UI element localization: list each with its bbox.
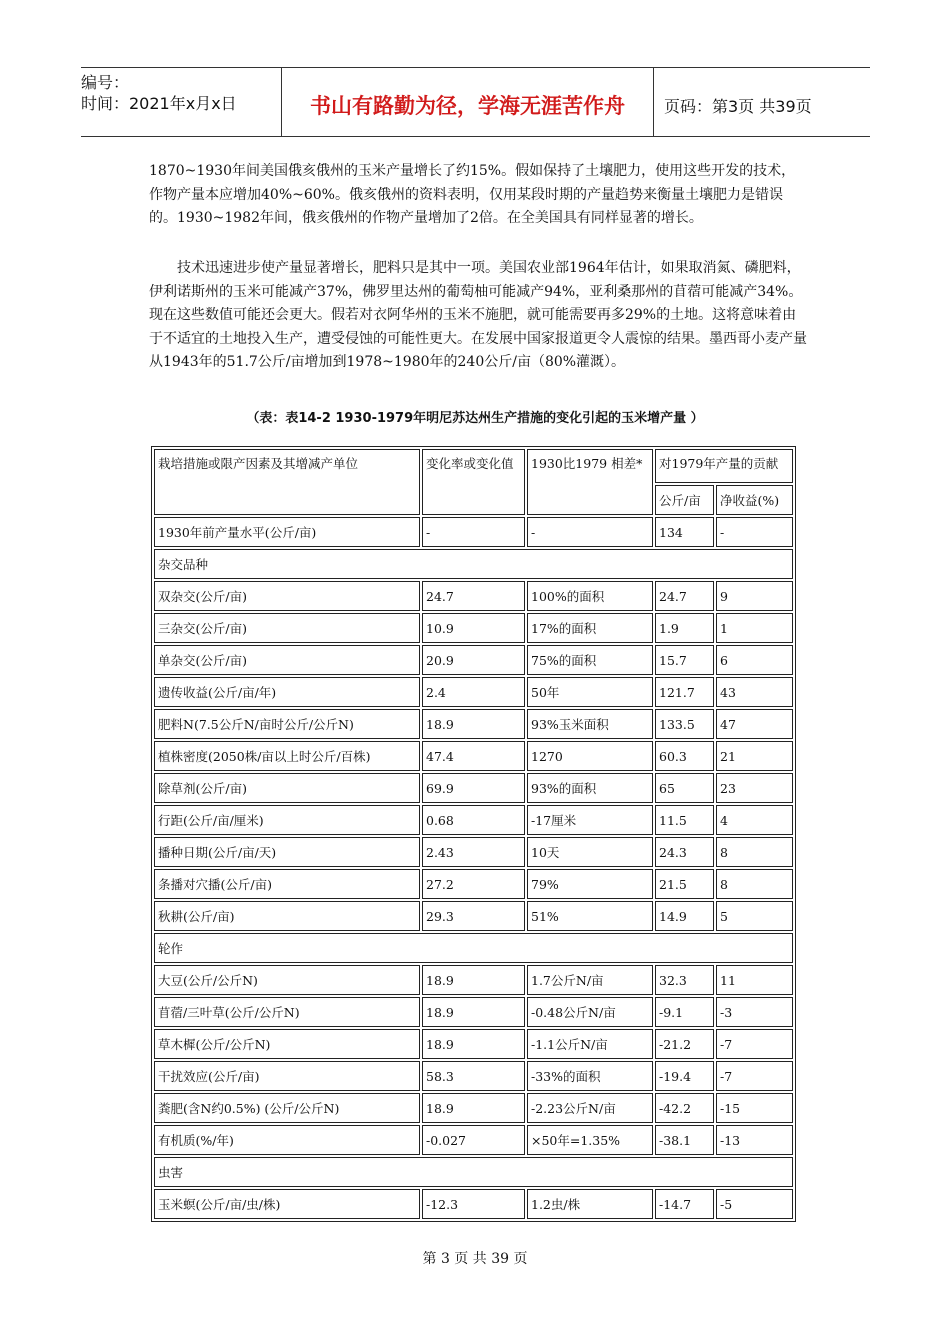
cell-measure: 肥料N(7.5公斤N/亩时公斤/公斤N) xyxy=(154,709,420,739)
cell-rate: 29.3 xyxy=(422,901,525,931)
cell-kg: 24.3 xyxy=(655,837,714,867)
cell-kg: -14.7 xyxy=(655,1189,714,1219)
cell-pct: 5 xyxy=(716,901,793,931)
cell-kg: 14.9 xyxy=(655,901,714,931)
cell-measure: 有机质(%/年) xyxy=(154,1125,420,1155)
cell-measure: 除草剂(公斤/亩) xyxy=(154,773,420,803)
cell-kg: 21.5 xyxy=(655,869,714,899)
table-row xyxy=(154,805,793,835)
cell-rate: 18.9 xyxy=(422,965,525,995)
cell-kg: -19.4 xyxy=(655,1061,714,1091)
cell-kg: -38.1 xyxy=(655,1125,714,1155)
cell-measure: 植株密度(2050株/亩以上时公斤/百株) xyxy=(154,741,420,771)
cell-measure: 1930年前产量水平(公斤/亩) xyxy=(154,517,420,547)
cell-diff: 93%的面积 xyxy=(527,773,653,803)
header-page-number: 页码：第3页 共39页 xyxy=(664,96,812,116)
header-meta xyxy=(81,68,282,136)
cell-measure: 条播对穴播(公斤/亩) xyxy=(154,869,420,899)
data-table xyxy=(151,446,796,1222)
cell-kg: 133.5 xyxy=(655,709,714,739)
cell-kg: 65 xyxy=(655,773,714,803)
cell-diff: 50年 xyxy=(527,677,653,707)
header-cell-rate: 变化率或变化值 xyxy=(422,449,525,515)
cell-pct: -15 xyxy=(716,1093,793,1123)
cell-rate: 18.9 xyxy=(422,709,525,739)
header-cell-diff: 1930比1979 相差* xyxy=(527,449,653,515)
header-motto: 书山有路勤为径，学海无涯苦作舟 xyxy=(282,68,654,136)
cell-kg: 15.7 xyxy=(655,645,714,675)
cell-kg: 134 xyxy=(655,517,714,547)
cell-rate: 0.68 xyxy=(422,805,525,835)
cell-rate: -12.3 xyxy=(422,1189,525,1219)
table-row xyxy=(154,1029,793,1059)
table-row xyxy=(154,677,793,707)
cell-pct: 23 xyxy=(716,773,793,803)
cell-diff: 1.7公斤N/亩 xyxy=(527,965,653,995)
cell-rate: 2.43 xyxy=(422,837,525,867)
header-cell-pct: 净收益(%) xyxy=(716,485,793,515)
cell-rate: 10.9 xyxy=(422,613,525,643)
cell-kg: 24.7 xyxy=(655,581,714,611)
cell-rate: -0.027 xyxy=(422,1125,525,1155)
section-label: 轮作 xyxy=(154,933,793,963)
table-row xyxy=(154,741,793,771)
cell-rate: 69.9 xyxy=(422,773,525,803)
cell-diff: - xyxy=(527,517,653,547)
cell-rate: 18.9 xyxy=(422,997,525,1027)
cell-measure: 秋耕(公斤/亩) xyxy=(154,901,420,931)
cell-pct: 4 xyxy=(716,805,793,835)
cell-diff: -0.48公斤N/亩 xyxy=(527,997,653,1027)
section-label: 杂交品种 xyxy=(154,549,793,579)
cell-pct: 6 xyxy=(716,645,793,675)
cell-diff: -17厘米 xyxy=(527,805,653,835)
cell-kg: 60.3 xyxy=(655,741,714,771)
table-row xyxy=(154,613,793,643)
cell-pct: 43 xyxy=(716,677,793,707)
cell-diff: 79% xyxy=(527,869,653,899)
cell-measure: 播种日期(公斤/亩/天) xyxy=(154,837,420,867)
cell-kg: -9.1 xyxy=(655,997,714,1027)
cell-measure: 双杂交(公斤/亩) xyxy=(154,581,420,611)
cell-rate: 58.3 xyxy=(422,1061,525,1091)
cell-diff: 1.2虫/株 xyxy=(527,1189,653,1219)
cell-measure: 大豆(公斤/公斤N) xyxy=(154,965,420,995)
cell-rate: 18.9 xyxy=(422,1029,525,1059)
table-row xyxy=(154,517,793,547)
cell-kg: 11.5 xyxy=(655,805,714,835)
page-header xyxy=(81,67,870,137)
table-row xyxy=(154,773,793,803)
cell-rate: 27.2 xyxy=(422,869,525,899)
cell-measure: 行距(公斤/亩/厘米) xyxy=(154,805,420,835)
cell-kg: 32.3 xyxy=(655,965,714,995)
table-row xyxy=(154,837,793,867)
cell-diff: ×50年=1.35% xyxy=(527,1125,653,1155)
cell-kg: 121.7 xyxy=(655,677,714,707)
cell-rate: 2.4 xyxy=(422,677,525,707)
cell-diff: 1270 xyxy=(527,741,653,771)
table-row xyxy=(154,1093,793,1123)
cell-diff: -2.23公斤N/亩 xyxy=(527,1093,653,1123)
table-row xyxy=(154,1189,793,1219)
cell-measure: 遗传收益(公斤/亩/年) xyxy=(154,677,420,707)
cell-pct: -5 xyxy=(716,1189,793,1219)
cell-pct: -7 xyxy=(716,1029,793,1059)
cell-measure: 草木樨(公斤/公斤N) xyxy=(154,1029,420,1059)
cell-rate: 24.7 xyxy=(422,581,525,611)
cell-pct: 9 xyxy=(716,581,793,611)
table-row xyxy=(154,581,793,611)
cell-rate: 20.9 xyxy=(422,645,525,675)
cell-pct: 1 xyxy=(716,613,793,643)
cell-kg: -21.2 xyxy=(655,1029,714,1059)
table-row xyxy=(154,1125,793,1155)
table-section-row xyxy=(154,549,793,579)
table-row xyxy=(154,965,793,995)
cell-measure: 单杂交(公斤/亩) xyxy=(154,645,420,675)
table-row xyxy=(154,901,793,931)
cell-diff: -1.1公斤N/亩 xyxy=(527,1029,653,1059)
cell-kg: -42.2 xyxy=(655,1093,714,1123)
cell-pct: 8 xyxy=(716,869,793,899)
cell-rate: - xyxy=(422,517,525,547)
cell-pct: - xyxy=(716,517,793,547)
cell-pct: 11 xyxy=(716,965,793,995)
cell-pct: -7 xyxy=(716,1061,793,1091)
cell-diff: 100%的面积 xyxy=(527,581,653,611)
table-section-row xyxy=(154,933,793,963)
table-row xyxy=(154,709,793,739)
cell-pct: 47 xyxy=(716,709,793,739)
cell-diff: 93%玉米面积 xyxy=(527,709,653,739)
table-row xyxy=(154,997,793,1027)
paragraph-1: 1870~1930年间美国俄亥俄州的玉米产量增长了约15%。假如保持了土壤肥力，使用这些开发的技术，作物产量本应增加40%~60%。俄亥俄州的资料表明，仅用某段时期的产量趋势来衡量土壤肥力是错误的。1930~1982年间，俄亥俄州的作物产量增加了2倍。在全美国具有同样显著的增长。 xyxy=(149,163,796,226)
cell-pct: 21 xyxy=(716,741,793,771)
cell-diff: 10天 xyxy=(527,837,653,867)
document-date: 时间：2021年x月x日 xyxy=(81,94,237,113)
cell-diff: 17%的面积 xyxy=(527,613,653,643)
paragraph-2: 技术迅速进步使产量显著增长，肥料只是其中一项。美国农业部1964年估计，如果取消氮、磷肥料，伊利诺斯州的玉米可能减产37%，佛罗里达州的葡萄柚可能减产94%，亚利桑那州的苜蓿可能减产34%。现在这些数值可能还会更大。假若对衣阿华州的玉米不施肥，就可能需要再多29%的土地。这将意味着由于不适宜的土地投入生产，遭受侵蚀的可能性更大。在发展中国家报道更令人震惊的结果。墨西哥小麦产量从1943年的51.7公斤/亩增加到1978~1980年的240公斤/亩（80%灌溉）。 xyxy=(149,260,807,370)
table-section-row xyxy=(154,1157,793,1187)
cell-diff: 51% xyxy=(527,901,653,931)
section-label: 虫害 xyxy=(154,1157,793,1187)
table-row xyxy=(154,1061,793,1091)
header-cell-contribution: 对1979年产量的贡献 xyxy=(655,449,793,483)
page-footer: 第 3 页 共 39 页 xyxy=(422,1251,528,1267)
cell-pct: -3 xyxy=(716,997,793,1027)
cell-measure: 干扰效应(公斤/亩) xyxy=(154,1061,420,1091)
table-caption: （表：表14-2 1930-1979年明尼苏达州生产措施的变化引起的玉米增产量 ） xyxy=(246,411,704,426)
header-cell-measure: 栽培措施或限产因素及其增减产单位 xyxy=(154,449,420,515)
table-header-row xyxy=(154,449,793,483)
cell-measure: 三杂交(公斤/亩) xyxy=(154,613,420,643)
document-number: 编号： xyxy=(81,73,130,92)
cell-pct: 8 xyxy=(716,837,793,867)
cell-pct: -13 xyxy=(716,1125,793,1155)
cell-rate: 18.9 xyxy=(422,1093,525,1123)
table-row xyxy=(154,869,793,899)
cell-measure: 苜蓿/三叶草(公斤/公斤N) xyxy=(154,997,420,1027)
cell-diff: -33%的面积 xyxy=(527,1061,653,1091)
cell-kg: 1.9 xyxy=(655,613,714,643)
header-cell-kg: 公斤/亩 xyxy=(655,485,714,515)
table-row xyxy=(154,645,793,675)
cell-diff: 75%的面积 xyxy=(527,645,653,675)
cell-measure: 玉米螟(公斤/亩/虫/株) xyxy=(154,1189,420,1219)
cell-measure: 粪肥(含N约0.5%) (公斤/公斤N) xyxy=(154,1093,420,1123)
cell-rate: 47.4 xyxy=(422,741,525,771)
